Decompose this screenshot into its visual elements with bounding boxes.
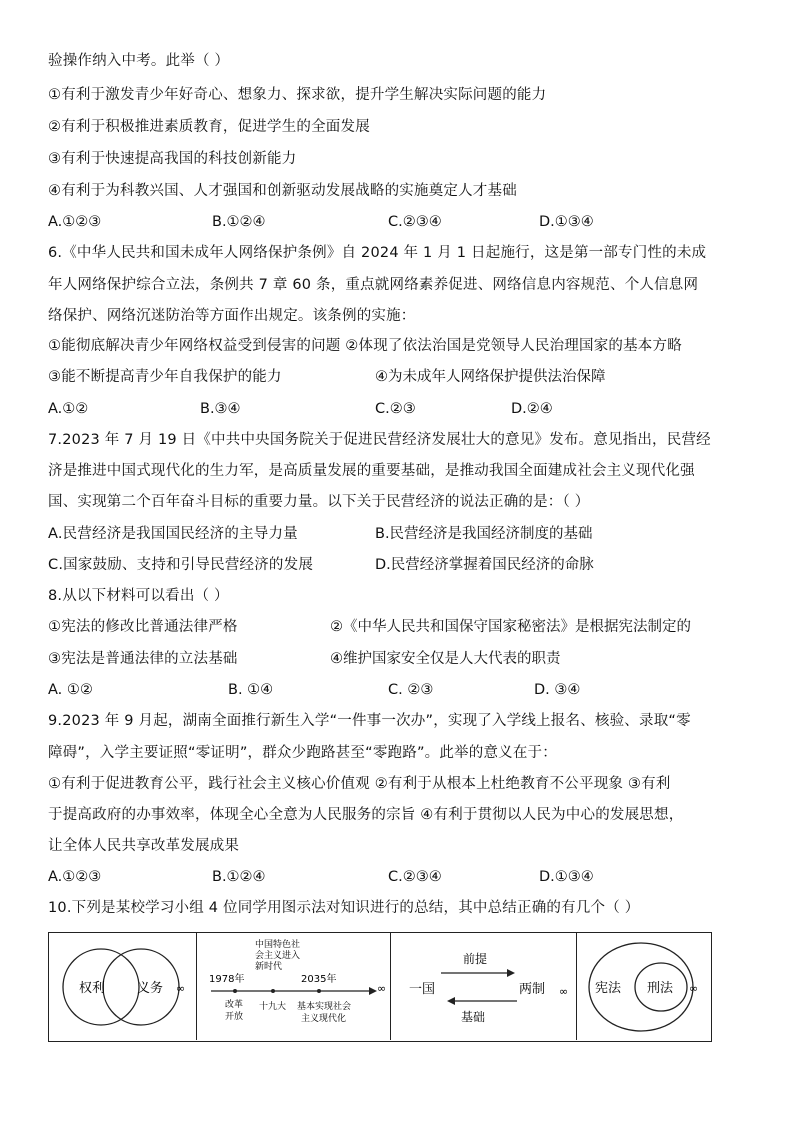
q5-stem-tail: 验操作纳入中考。此举（ ） (48, 53, 230, 69)
q7-option-a[interactable]: A.民营经济是我国国民经济的主导力量 (48, 526, 298, 542)
timeline-year-2035: 2035年 (301, 974, 337, 985)
q8-stem: 8.从以下材料可以看出（ ） (48, 588, 229, 604)
timeline-bottom-2: 十九大 (259, 1002, 287, 1012)
relation-top-label: 前提 (463, 952, 488, 966)
relation-cell (391, 933, 577, 1040)
q6-option-a[interactable]: A.①② (48, 401, 89, 417)
nested-cell (577, 933, 711, 1040)
q8-option-a[interactable]: A. ①② (48, 682, 93, 698)
q10-figure (48, 932, 712, 1042)
q7-option-b[interactable]: B.民营经济是我国经济制度的基础 (375, 526, 593, 542)
relation-diagram (391, 933, 577, 1040)
q7-option-c[interactable]: C.国家鼓励、支持和引导民营经济的发展 (48, 557, 314, 573)
q6-stem-3: 络保护、网络沉迷防治等方面作出规定。该条例的实施： (48, 308, 416, 324)
q8-item-3: ③宪法是普通法律的立法基础 (48, 651, 238, 667)
q5-item-2: ②有利于积极推进素质教育，促进学生的全面发展 (48, 119, 370, 135)
q6-option-d[interactable]: D.②④ (511, 401, 553, 417)
timeline-bottom-3a: 基本实现社会 (297, 1002, 352, 1012)
q6-items-1-2: ①能彻底解决青少年网络权益受到侵害的问题 ②体现了依法治国是党领导人民治理国家的基本方略 (48, 338, 682, 354)
venn-left-label: 权利 (79, 981, 106, 996)
q7-stem-2: 济是推进中国式现代化的生力军，是高质量发展的重要基础，是推动我国全面建成社会主义现代化强 (48, 463, 695, 479)
timeline-top-note-3: 新时代 (255, 962, 283, 972)
q8-item-1: ①宪法的修改比普通法律严格 (48, 619, 238, 635)
q5-item-1: ①有利于激发青少年好奇心、想象力、探求欲，提升学生解决实际问题的能力 (48, 87, 547, 103)
timeline-year-1978: 1978年 (209, 974, 245, 985)
timeline-top-note-2: 会主义进入 (255, 951, 301, 961)
timeline-top-note-1: 中国特色社 (255, 940, 301, 950)
timeline-mark: ∞ (377, 982, 387, 995)
venn-right-label: 义务 (137, 981, 164, 996)
q6-option-b[interactable]: B.③④ (200, 401, 241, 417)
timeline-point-2035 (317, 989, 321, 993)
q8-item-2: ②《中华人民共和国保守国家秘密法》是根据宪法制定的 (330, 619, 691, 635)
q6-item-4: ④为未成年人网络保护提供法治保障 (375, 369, 606, 385)
relation-mark: ∞ (559, 985, 569, 998)
timeline-point-2017 (271, 989, 275, 993)
q5-item-4: ④有利于为科教兴国、人才强国和创新驱动发展战略的实施奠定人才基础 (48, 183, 517, 199)
timeline-point-1978 (233, 989, 237, 993)
relation-right-label: 两制 (519, 982, 546, 997)
q9-items-2: 于提高政府的办事效率，体现全心全意为人民服务的宗旨 ④有利于贯彻以人民为中心的发展思想， (48, 807, 684, 823)
q10-stem: 10.下列是某校学习小组 4 位同学用图示法对知识进行的总结，其中总结正确的有几个（ ） (48, 900, 640, 916)
timeline-arrow-head (369, 987, 377, 995)
relation-arrow-left-head (447, 997, 455, 1005)
q6-stem-2: 年人网络保护综合立法，条例共 7 章 60 条，重点就网络素养促进、网络信息内容规范、个人信息网 (48, 277, 699, 293)
q5-option-b[interactable]: B.①②④ (212, 214, 266, 230)
nested-outer-label: 宪法 (595, 981, 622, 996)
venn-mark: ∞ (176, 982, 186, 995)
q5-item-3: ③有利于快速提高我国的科技创新能力 (48, 151, 297, 167)
q5-option-d[interactable]: D.①③④ (539, 214, 594, 230)
q5-option-c[interactable]: C.②③④ (388, 214, 442, 230)
q7-stem-3: 国、实现第二个百年奋斗目标的重要力量。以下关于民营经济的说法正确的是：（ ） (48, 494, 590, 510)
timeline-bottom-1a: 改革 (225, 1000, 244, 1010)
relation-arrow-right-head (507, 969, 515, 977)
q7-stem-1: 7.2023 年 7 月 19 日《中共中央国务院关于促进民营经济发展壮大的意见》发布。意见指出，民营经 (48, 432, 711, 448)
q7-option-d[interactable]: D.民营经济掌握着国民经济的命脉 (375, 557, 594, 573)
nested-mark: ∞ (689, 982, 699, 995)
timeline-bottom-1b: 开放 (225, 1012, 244, 1022)
q6-item-3: ③能不断提高青少年自我保护的能力 (48, 369, 282, 385)
relation-left-label: 一国 (409, 982, 436, 997)
venn-diagram (49, 933, 197, 1040)
timeline-cell (197, 933, 391, 1040)
nested-diagram (577, 933, 711, 1040)
q9-stem-2: 障碍”，入学主要证照“零证明”，群众少跑路甚至“零跑路”。此举的意义在于： (48, 745, 557, 761)
nested-inner-label: 刑法 (647, 981, 674, 996)
q9-option-c[interactable]: C.②③④ (388, 869, 442, 885)
q9-option-a[interactable]: A.①②③ (48, 869, 102, 885)
timeline-bottom-3b: 主义现代化 (301, 1014, 347, 1024)
q6-stem-1: 6.《中华人民共和国未成年人网络保护条例》自 2024 年 1 月 1 日起施行，这是第一部专门性的未成 (48, 245, 707, 261)
q9-items-3: 让全体人民共享改革发展成果 (48, 838, 240, 854)
timeline-diagram (197, 933, 391, 1040)
q5-option-a[interactable]: A.①②③ (48, 214, 102, 230)
q8-option-d[interactable]: D. ③④ (534, 682, 581, 698)
q8-option-c[interactable]: C. ②③ (388, 682, 434, 698)
q9-stem-1: 9.2023 年 9 月起，湖南全面推行新生入学“一件事一次办”，实现了入学线上报名、核验、录取“零 (48, 713, 691, 729)
q6-option-c[interactable]: C.②③ (375, 401, 416, 417)
q9-option-d[interactable]: D.①③④ (539, 869, 594, 885)
q9-option-b[interactable]: B.①②④ (212, 869, 266, 885)
q8-option-b[interactable]: B. ①④ (228, 682, 274, 698)
q9-items-1: ①有利于促进教育公平，践行社会主义核心价值观 ②有利于从根本上杜绝教育不公平现象 ③有利 (48, 776, 671, 792)
relation-bottom-label: 基础 (461, 1010, 486, 1024)
q8-item-4: ④维护国家安全仅是人大代表的职责 (330, 651, 561, 667)
venn-cell (49, 933, 197, 1040)
